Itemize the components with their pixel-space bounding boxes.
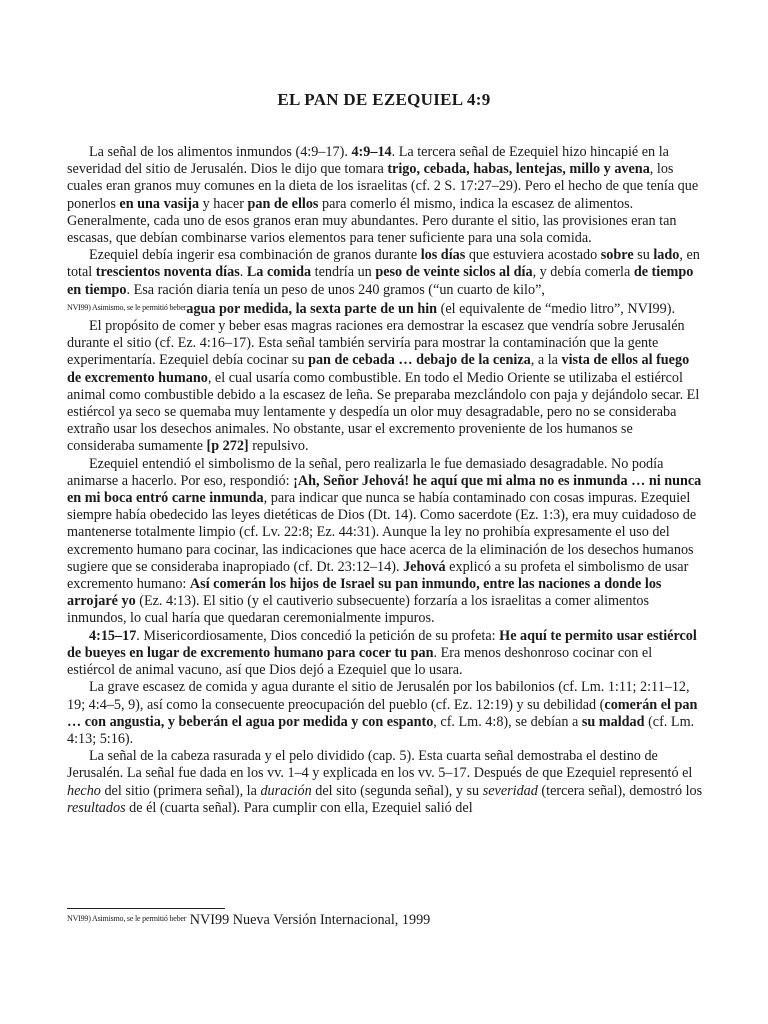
bold-run: sobre (600, 247, 634, 264)
italic-run: severidad (482, 782, 538, 799)
text-run: , cf. Lm. 4:8), se debían a (433, 713, 582, 730)
text-run: de él (cuarta señal). Para cumplir con ella, Ezequiel salió del (125, 799, 473, 816)
text-run: , en total (67, 247, 700, 281)
bold-run: ¡Ah, Señor Jehová! he aquí que mi alma no es inmunda … ni nunca en mi boca entró carne inmunda (67, 472, 702, 507)
text-run: para comerlo él mismo, indica la escasez de alimentos. Generalmente, cada uno de esos granos eran muy abundantes. Pero durante el sitio, las provisiones eran tan escasas, que debían combinarse varios elementos para tener suficiente para una sola comida. (67, 195, 677, 247)
bold-run: peso de veinte siclos al día (375, 264, 533, 281)
bold-run: 4:15–17 (89, 627, 137, 644)
text-run: , y debía comerla (532, 264, 634, 281)
text-run: . La tercera señal de Ezequiel hizo hincapié en la severidad del sitio de Jerusalén. Dios le dijo que tomara (67, 144, 669, 178)
italic-run: duración (260, 782, 312, 799)
bold-run: agua por medida, la sexta parte de un hin (186, 300, 438, 317)
bold-run: trescientos noventa días (95, 264, 240, 281)
bold-run: en una vasija (119, 195, 200, 212)
footnote-separator (67, 908, 225, 909)
text-run: Ezequiel debía ingerir esa combinación de granos durante (89, 247, 421, 264)
paragraph-2 (67, 247, 703, 318)
text-run: . (239, 264, 247, 281)
text-run: explicó a su profeta el simbolismo de usar excremento humano: (67, 558, 689, 593)
text-run: , los cuales eran granos muy comunes en la dieta de los israelitas (cf. 2 S. 17:27–29). Pero el hecho de que tenía que ponerlos (67, 161, 699, 212)
text-run: La señal de los alimentos inmundos (4:9–17). (89, 144, 352, 160)
bold-run: de tiempo en tiempo (67, 264, 694, 298)
paragraph-6 (67, 679, 703, 748)
bold-run: pan de ellos (247, 195, 319, 212)
bold-run: trigo, cebada, habas, lentejas, millo y avena (387, 161, 650, 178)
text-run: (cf. Lm. 4:13; 5:16). (67, 713, 695, 747)
bold-run: los días (420, 247, 466, 264)
bold-run: 4:9–14 (351, 144, 392, 160)
bold-run: Jehová (403, 558, 446, 575)
bold-run: comerán el pan … con angustia, y beberán el agua por medida y con espanto (67, 696, 698, 730)
text-run: del sito (segunda señal), y su (311, 782, 483, 799)
text-run: , a la (530, 352, 562, 369)
text-run: , el cual usaría como combustible. En todo el Medio Oriente se utilizaba el estiércol animal como combustible debido a la escasez de leña. Se preparaba mezclándolo con paja y dejándolo secar. El estiércol ya seco se quemaba muy lentamente y despedía un olor muy desagradable, pero no se consideraba extraño usar los desechos animales. No obstante, usar el excremento proveniente de los humanos se consideraba sumamente (67, 369, 700, 455)
text-run: tendría un (311, 264, 376, 281)
text-run: Ezequiel entendió el simbolismo de la señal, pero realizarla le fue demasiado desagradable. No podía animarse a hacerlo. Por eso, respondió: (67, 455, 664, 489)
text-run: y hacer (199, 195, 248, 212)
text-run: La señal de la cabeza rasurada y el pelo dividido (cap. 5). Esta cuarta señal demostraba el destino de Jerusalén. La señal fue dada en los vv. 1–4 y explicada en los vv. 5–17. Después de que Ezequiel representó el (67, 748, 693, 782)
text-run: del sitio (primera señal), la (100, 782, 261, 799)
text-run: La grave escasez de comida y agua durante el sitio de Jerusalén por los babilonios (cf. Lm. 1:11; 2:11–12, 19; 4:4–5, 9), así como la consecuente preocupación del pueblo (cf. Ez. 12:19) y su debilidad ( (67, 679, 690, 713)
text-run: . Era menos deshonroso cocinar con el estiércol de animal vacuno, así que Dios dejó a Ezequiel que lo usara. (67, 644, 653, 679)
paragraph-3 (67, 318, 703, 456)
document-body (67, 144, 703, 817)
bold-run: su maldad (581, 713, 645, 730)
paragraph-5 (67, 628, 703, 680)
bold-run: vista de ellos al fuego de excremento humano (67, 352, 690, 386)
page-marker: [p 272] (206, 438, 249, 455)
text-run: . Misericordiosamente, Dios concedió la petición de su profeta: (136, 627, 500, 644)
paragraph-7 (67, 748, 703, 817)
footnote-text: NVI99 Nueva Versión Internacional, 1999 (186, 912, 431, 928)
text-run: El propósito de comer y beber esas magras raciones era demostrar la escasez que vendría sobre Jerusalén durante el sitio (cf. Ez. 4:16–17). Esta señal también serviría para mostrar la contaminación que la gente experimentaría. Ezequiel debía cocinar su (67, 318, 685, 369)
bold-run: lado (653, 247, 680, 264)
paragraph-1 (67, 144, 703, 247)
text-run: que estuviera acostado (465, 247, 601, 264)
text-run: (tercera señal), demostró los (537, 782, 703, 799)
bold-run: He aquí te permito usar estiércol de bueyes en lugar de excremento humano para cocer tu pan (67, 627, 697, 661)
bold-run: pan de cebada … debajo de la ceniza (308, 352, 531, 369)
footnote-reference[interactable]: NVI99) Asimismo, se le permitió beber (67, 302, 187, 312)
italic-run: hecho (67, 782, 101, 799)
text-run: , para indicar que nunca se había contaminado con cosas impuras. Ezequiel siempre había obedecido las leyes dietéticas de Dios (Dt. 14). Como sacerdote (Ez. 1:3), era muy cuidadoso de mantenerse totalmente limpio (cf. Lv. 22:8; Ez. 44:31). Aunque la ley no prohibía expresamente el uso del excremento humano para cocinar, las indicaciones que hace acerca de la eliminación de los desechos humanos sugiere que se consideraba inapropiado (cf. Dt. 23:12–14). (67, 490, 697, 575)
page-title: EL PAN DE EZEQUIEL 4:9 (277, 90, 491, 109)
text-run: (el equivalente de “medio litro”, NVI99). (437, 300, 676, 317)
paragraph-4 (67, 456, 703, 628)
text-run: . Esa ración diaria tenía un peso de unos 240 gramos (“un cuarto de kilo”, (126, 281, 545, 298)
text-run: (Ez. 4:13). El sitio (y el cautiverio subsecuente) forzaría a los israelitas a comer alimentos inmundos, lo cual haría que quedaran ceremonialmente impuros. (67, 593, 650, 627)
footnote (67, 910, 703, 929)
text-run: repulsivo. (248, 438, 309, 455)
text-run: su (633, 247, 654, 264)
italic-run: resultados (67, 799, 126, 816)
bold-run: Así comerán los hijos de Israel su pan inmundo, entre las naciones a donde los arrojaré yo (67, 576, 662, 610)
footnote-marker: NVI99) Asimismo, se le permitió beber (67, 914, 187, 923)
bold-run: La comida (246, 264, 312, 281)
